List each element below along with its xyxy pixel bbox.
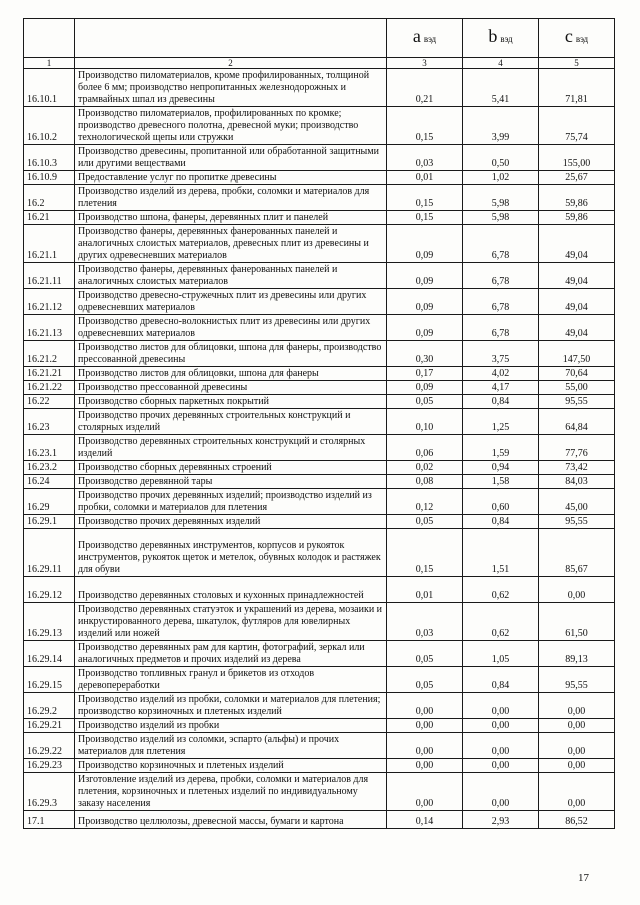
row-code-cell: 16.29.11 [24,529,75,577]
row-name-cell: Производство деревянных статуэток и украшений из дерева, мозаики и инкрустированного дерева, шкатулок, футляров для ювелирных изделий или ножей [75,603,387,641]
row-name-cell: Производство древесно-стружечных плит из древесины или других одревесневших материалов [75,289,387,315]
table-row [24,395,615,409]
row-c-value: 49,04 [539,315,615,341]
row-a-value: 0,05 [387,641,463,667]
row-b-value: 5,98 [463,185,539,211]
table-row [24,367,615,381]
row-c-value: 0,00 [539,733,615,759]
row-a-value: 0,00 [387,773,463,811]
table-row [24,211,615,225]
row-name-cell: Производство листов для облицовки, шпона для фанеры [75,367,387,381]
row-name-cell: Производство деревянных рам для картин, фотографий, зеркал или аналогичных предметов и прочих изделий из дерева [75,641,387,667]
row-b-value: 6,78 [463,315,539,341]
row-a-value: 0,03 [387,603,463,641]
row-code-cell: 16.29.14 [24,641,75,667]
row-c-value: 95,55 [539,395,615,409]
row-c-value: 49,04 [539,225,615,263]
column-number: 2 [75,58,387,69]
row-b-value: 0,84 [463,515,539,529]
row-c-value: 95,55 [539,667,615,693]
table-row [24,641,615,667]
row-name-cell: Производство древесно-волокнистых плит из древесины или других одревесневших материалов [75,315,387,341]
row-a-value: 0,03 [387,145,463,171]
row-name-cell: Производство сборных паркетных покрытий [75,395,387,409]
row-c-value: 0,00 [539,759,615,773]
table-row [24,461,615,475]
row-a-value: 0,09 [387,381,463,395]
row-name-cell: Производство топливных гранул и брикетов из отходов деревопереработки [75,667,387,693]
row-code-cell: 16.21.21 [24,367,75,381]
row-code-cell: 16.29.1 [24,515,75,529]
row-c-value: 86,52 [539,811,615,829]
row-c-value: 61,50 [539,603,615,641]
row-c-value: 49,04 [539,263,615,289]
table-row [24,603,615,641]
row-name-cell: Производство сборных деревянных строений [75,461,387,475]
row-b-value: 1,05 [463,641,539,667]
row-a-value: 0,00 [387,719,463,733]
table-row [24,289,615,315]
column-number-row [24,58,615,69]
table-row [24,225,615,263]
row-c-value: 95,55 [539,515,615,529]
row-b-value: 0,00 [463,759,539,773]
row-c-value: 0,00 [539,577,615,603]
header-col-a: a вэд [387,19,463,58]
row-a-value: 0,17 [387,367,463,381]
row-name-cell: Предоставление услуг по пропитке древесины [75,171,387,185]
row-code-cell: 17.1 [24,811,75,829]
row-a-value: 0,01 [387,171,463,185]
row-b-value: 0,50 [463,145,539,171]
table-row [24,719,615,733]
row-a-value: 0,05 [387,667,463,693]
row-name-cell: Производство деревянной тары [75,475,387,489]
row-a-value: 0,15 [387,529,463,577]
table-row [24,667,615,693]
row-a-value: 0,21 [387,69,463,107]
row-c-value: 0,00 [539,773,615,811]
row-b-value: 0,94 [463,461,539,475]
row-c-value: 59,86 [539,211,615,225]
row-c-value: 85,67 [539,529,615,577]
table-row [24,171,615,185]
row-c-value: 25,67 [539,171,615,185]
table-row [24,381,615,395]
row-code-cell: 16.21.2 [24,341,75,367]
table-row [24,811,615,829]
table-row [24,435,615,461]
row-a-value: 0,09 [387,263,463,289]
row-name-cell: Производство прессованной древесины [75,381,387,395]
row-b-value: 0,60 [463,489,539,515]
row-c-value: 73,42 [539,461,615,475]
table-row [24,759,615,773]
coefficients-table [23,18,615,829]
row-b-value: 3,99 [463,107,539,145]
header-col-c: c вэд [539,19,615,58]
row-a-value: 0,10 [387,409,463,435]
column-number: 5 [539,58,615,69]
row-a-value: 0,30 [387,341,463,367]
table-row [24,341,615,367]
row-a-value: 0,00 [387,693,463,719]
row-name-cell: Производство прочих деревянных строительных конструкций и столярных изделий [75,409,387,435]
row-name-cell: Производство пиломатериалов, кроме профилированных, толщиной более 6 мм; производство непропитанных железнодорожных и трамвайных шпал из древесины [75,69,387,107]
column-number: 1 [24,58,75,69]
row-name-cell: Производство деревянных строительных конструкций и столярных изделий [75,435,387,461]
row-b-value: 0,00 [463,773,539,811]
row-code-cell: 16.29.22 [24,733,75,759]
row-name-cell: Производство изделий из пробки, соломки и материалов для плетения; производство корзиночных и плетеных изделий [75,693,387,719]
row-b-value: 3,75 [463,341,539,367]
row-c-value: 75,74 [539,107,615,145]
table-row [24,489,615,515]
row-c-value: 0,00 [539,693,615,719]
row-code-cell: 16.21 [24,211,75,225]
row-c-value: 71,81 [539,69,615,107]
row-name-cell: Производство древесины, пропитанной или обработанной защитными или другими веществами [75,145,387,171]
table-row [24,515,615,529]
row-code-cell: 16.29.13 [24,603,75,641]
row-a-value: 0,02 [387,461,463,475]
row-b-value: 5,41 [463,69,539,107]
column-number: 3 [387,58,463,69]
row-c-value: 55,00 [539,381,615,395]
row-b-value: 0,62 [463,577,539,603]
row-c-value: 155,00 [539,145,615,171]
row-a-value: 0,05 [387,515,463,529]
table-row [24,185,615,211]
table-row [24,773,615,811]
row-code-cell: 16.10.9 [24,171,75,185]
table-row [24,475,615,489]
row-code-cell: 16.2 [24,185,75,211]
row-code-cell: 16.10.1 [24,69,75,107]
row-b-value: 1,59 [463,435,539,461]
row-a-value: 0,09 [387,225,463,263]
row-b-value: 4,02 [463,367,539,381]
row-name-cell: Производство прочих деревянных изделий; производство изделий из пробки, соломки и материалов для плетения [75,489,387,515]
row-c-value: 45,00 [539,489,615,515]
row-a-value: 0,08 [387,475,463,489]
row-name-cell: Производство фанеры, деревянных фанерованных панелей и аналогичных слоистых материалов [75,263,387,289]
row-code-cell: 16.10.2 [24,107,75,145]
row-code-cell: 16.21.22 [24,381,75,395]
row-name-cell: Производство шпона, фанеры, деревянных плит и панелей [75,211,387,225]
header-code-cell [24,19,75,58]
row-code-cell: 16.29.21 [24,719,75,733]
row-b-value: 6,78 [463,289,539,315]
row-code-cell: 16.10.3 [24,145,75,171]
row-b-value: 5,98 [463,211,539,225]
table-row [24,263,615,289]
row-code-cell: 16.29 [24,489,75,515]
row-b-value: 6,78 [463,263,539,289]
row-b-value: 1,51 [463,529,539,577]
row-b-value: 4,17 [463,381,539,395]
table-row [24,315,615,341]
row-code-cell: 16.29.2 [24,693,75,719]
row-c-value: 89,13 [539,641,615,667]
row-name-cell: Производство фанеры, деревянных фанерованных панелей и аналогичных слоистых материалов, древесных плит из древесины и других одревесневших материалов [75,225,387,263]
row-a-value: 0,12 [387,489,463,515]
row-b-value: 1,02 [463,171,539,185]
row-b-value: 0,84 [463,667,539,693]
table-row [24,409,615,435]
row-b-value: 2,93 [463,811,539,829]
row-c-value: 77,76 [539,435,615,461]
row-name-cell: Производство листов для облицовки, шпона для фанеры, производство прессованной древесины [75,341,387,367]
row-a-value: 0,15 [387,107,463,145]
table-row [24,577,615,603]
row-b-value: 0,00 [463,693,539,719]
row-c-value: 64,84 [539,409,615,435]
table-row [24,529,615,577]
row-name-cell: Производство пиломатериалов, профилированных по кромке; производство древесного полотна, древесной муки; производство технологической щепы или стружки [75,107,387,145]
row-b-value: 0,62 [463,603,539,641]
row-name-cell: Производство целлюлозы, древесной массы, бумаги и картона [75,811,387,829]
row-code-cell: 16.24 [24,475,75,489]
row-a-value: 0,09 [387,289,463,315]
row-a-value: 0,01 [387,577,463,603]
row-code-cell: 16.29.23 [24,759,75,773]
row-b-value: 0,84 [463,395,539,409]
row-name-cell: Производство изделий из соломки, эспарто (альфы) и прочих материалов для плетения [75,733,387,759]
table-row [24,733,615,759]
table-row [24,69,615,107]
row-c-value: 0,00 [539,719,615,733]
header-name-cell [75,19,387,58]
row-b-value: 6,78 [463,225,539,263]
row-code-cell: 16.22 [24,395,75,409]
row-c-value: 49,04 [539,289,615,315]
table-header-row [24,19,615,58]
row-a-value: 0,00 [387,759,463,773]
column-number: 4 [463,58,539,69]
row-name-cell: Производство изделий из дерева, пробки, соломки и материалов для плетения [75,185,387,211]
row-code-cell: 16.21.13 [24,315,75,341]
row-c-value: 70,64 [539,367,615,381]
table-row [24,107,615,145]
row-name-cell: Производство изделий из пробки [75,719,387,733]
row-c-value: 59,86 [539,185,615,211]
row-a-value: 0,15 [387,185,463,211]
row-a-value: 0,05 [387,395,463,409]
row-a-value: 0,14 [387,811,463,829]
row-code-cell: 16.23.1 [24,435,75,461]
row-code-cell: 16.21.1 [24,225,75,263]
row-name-cell: Производство прочих деревянных изделий [75,515,387,529]
row-code-cell: 16.29.3 [24,773,75,811]
row-code-cell: 16.23.2 [24,461,75,475]
row-name-cell: Производство корзиночных и плетеных изделий [75,759,387,773]
row-b-value: 1,58 [463,475,539,489]
row-code-cell: 16.21.12 [24,289,75,315]
row-b-value: 0,00 [463,719,539,733]
row-a-value: 0,15 [387,211,463,225]
row-code-cell: 16.23 [24,409,75,435]
row-code-cell: 16.29.12 [24,577,75,603]
row-c-value: 147,50 [539,341,615,367]
page-number: 17 [578,872,589,884]
row-name-cell: Изготовление изделий из дерева, пробки, соломки и материалов для плетения, корзиночных и плетеных изделий по индивидуальному заказу населения [75,773,387,811]
row-b-value: 0,00 [463,733,539,759]
header-col-b: b вэд [463,19,539,58]
table-row [24,145,615,171]
row-name-cell: Производство деревянных столовых и кухонных принадлежностей [75,577,387,603]
row-code-cell: 16.29.15 [24,667,75,693]
row-c-value: 84,03 [539,475,615,489]
table-row [24,693,615,719]
row-b-value: 1,25 [463,409,539,435]
row-name-cell: Производство деревянных инструментов, корпусов и рукояток инструментов, рукояток щеток и метелок, обувных колодок и растяжек для обуви [75,529,387,577]
row-a-value: 0,00 [387,733,463,759]
row-code-cell: 16.21.11 [24,263,75,289]
row-a-value: 0,06 [387,435,463,461]
row-a-value: 0,09 [387,315,463,341]
